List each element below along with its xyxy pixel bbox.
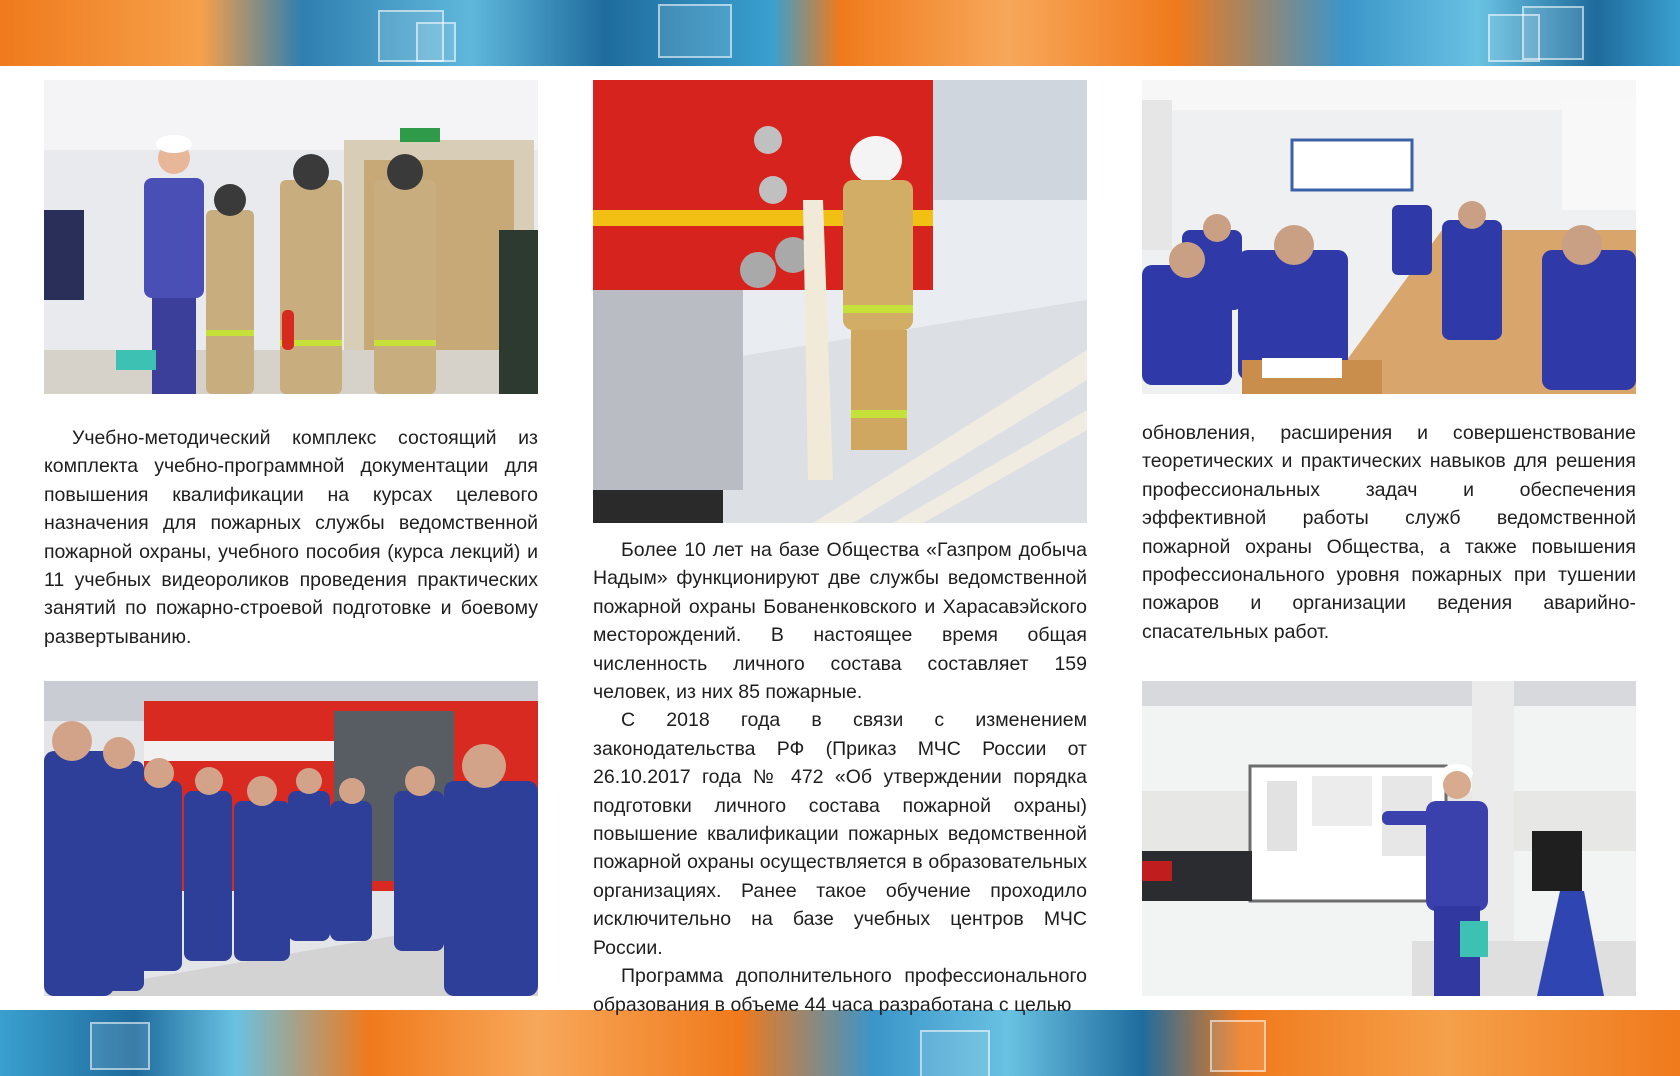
photo-classroom-training — [1142, 80, 1636, 394]
middle-column-text — [593, 536, 1087, 1019]
paragraph: обновления, расширения и совершенствование теоретических и практических навыков для решения профессиональных задач и обеспечения эффективной работы служб ведомственной пожарной охраны Общества, а также повышения профессионального уровня пожарных при тушении пожаров и организации ведения аварийно-спасательных работ. — [1142, 422, 1636, 643]
photo-instructor-whiteboard — [1142, 681, 1636, 996]
paragraph: Более 10 лет на базе Общества «Газпром добыча Надым» функционируют две службы ведомственной пожарной охраны Бованенковского и Харасавэйского месторождений. В настоящее время общая численность личного состава составляет 159 человек, из них 85 пожарные. — [593, 539, 1087, 704]
header-decorative-band — [0, 0, 1680, 66]
paragraph: Учебно-методический комплекс состоящий из комплекта учебно-программной документации для повышения квалификации на курсах целевого назначения для пожарных службы ведомственной пожарной охраны, учебного пособия (курса лекций) и 11 учебных видеороликов проведения практических занятий по пожарно-строевой подготовке и боевому развертыванию. — [44, 427, 538, 648]
left-column-text — [44, 424, 538, 651]
paragraph: С 2018 года в связи с изменением законодательства РФ (Приказ МЧС России от 26.10.2017 года № 472 «Об утверждении порядка подготовки личного состава пожарной охраны) повышение квалификации пожарных ведомственной пожарной охраны осуществляется в образовательных организациях. Ранее такое обучение проходило исключительно на базе учебных центров МЧС России. — [593, 709, 1087, 959]
photo-firefighters-breathing-apparatus — [44, 80, 538, 394]
paragraph: Программа дополнительного профессионального образования в объеме 44 часа разработана с целью — [593, 965, 1087, 1016]
right-column-text — [1142, 419, 1636, 646]
photo-workers-fire-truck — [44, 681, 538, 996]
footer-decorative-band — [0, 1010, 1680, 1076]
photo-firefighter-fire-hose — [593, 80, 1087, 523]
